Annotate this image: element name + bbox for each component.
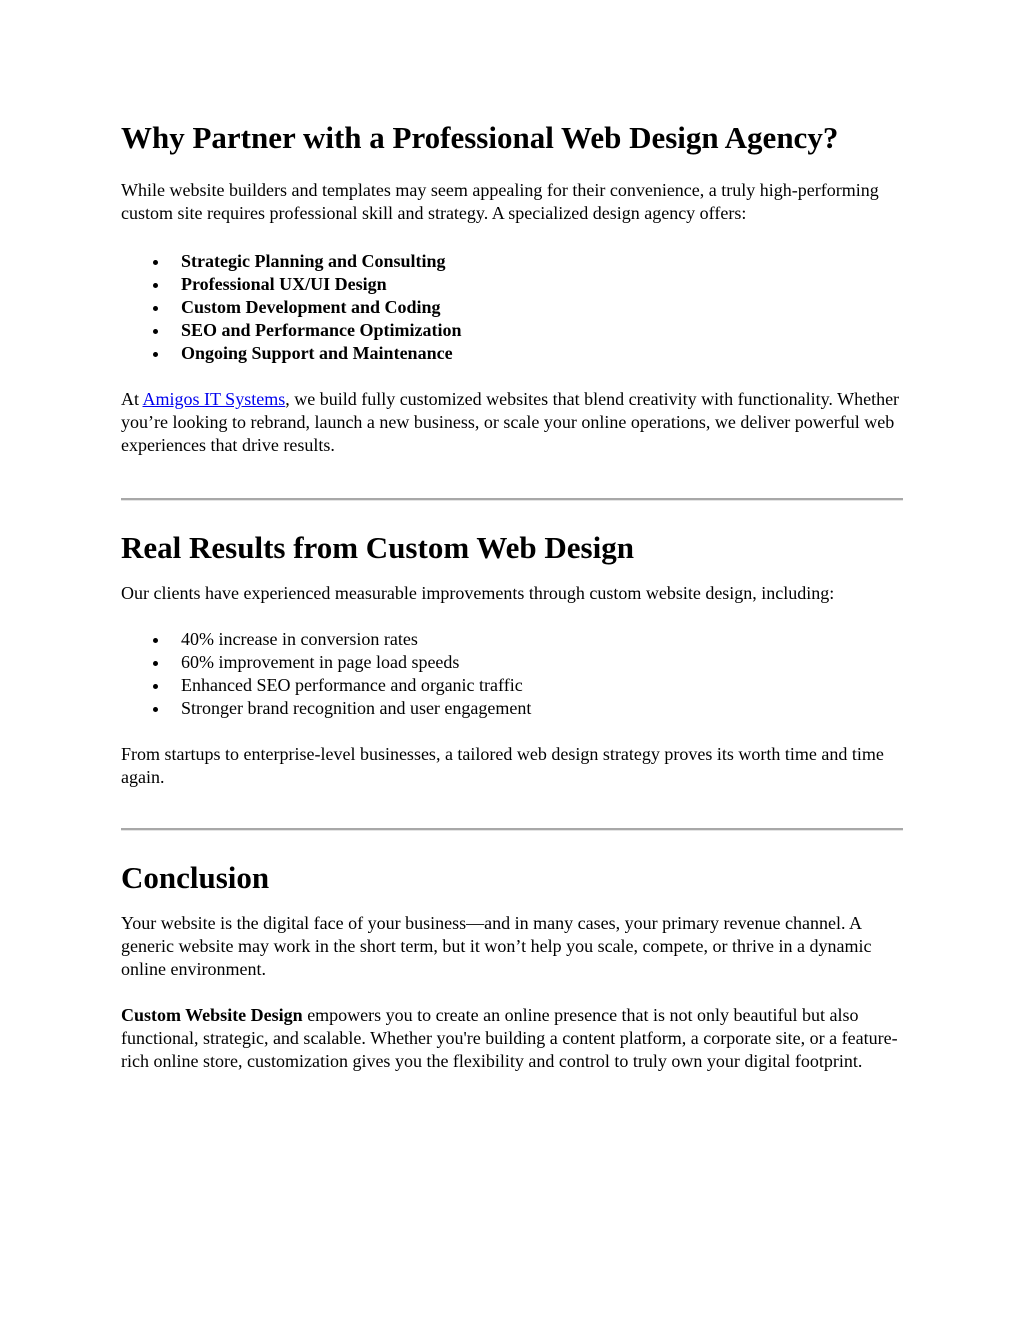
section-heading-conclusion: Conclusion	[121, 860, 270, 895]
list-item: Strategic Planning and Consulting	[181, 250, 903, 273]
conclusion-paragraph-2-rest: empowers you to create an online presence that is not only beautiful but also functional, strategic, and scalable. Whether you're building a content platform, a corporate site, or a feature-rich online store, customization gives you the flexibility and control to truly own your digital footprint.	[121, 1005, 898, 1071]
list-item: Custom Development and Coding	[181, 296, 903, 319]
list-item: 40% increase in conversion rates	[181, 628, 903, 651]
outro-prefix: At	[121, 389, 143, 409]
section-divider	[121, 828, 903, 831]
list-item: SEO and Performance Optimization	[181, 319, 903, 342]
section1-outro	[121, 388, 903, 457]
amigos-it-systems-link[interactable]: Amigos IT Systems	[142, 389, 286, 409]
list-item: 60% improvement in page load speeds	[181, 651, 903, 674]
list-item: Ongoing Support and Maintenance	[181, 342, 903, 365]
section1-offer-list	[121, 250, 903, 365]
conclusion-paragraph-2	[121, 1004, 903, 1073]
section-heading-why-partner: Why Partner with a Professional Web Design Agency?	[121, 120, 839, 155]
section-heading-real-results: Real Results from Custom Web Design	[121, 530, 634, 565]
section-divider	[121, 498, 903, 501]
section1-intro: While website builders and templates may seem appealing for their convenience, a truly high-performing custom site requires professional skill and strategy. A specialized design agency offers:	[121, 180, 879, 223]
list-item: Professional UX/UI Design	[181, 273, 903, 296]
section2-outro: From startups to enterprise-level businesses, a tailored web design strategy proves its worth time and time again.	[121, 744, 884, 787]
section2-results-list	[121, 628, 903, 720]
custom-website-design-bold: Custom Website Design	[121, 1005, 303, 1025]
outro-suffix: , we build fully customized websites that blend creativity with functionality. Whether you’re looking to rebrand, launch a new business, or scale your online operations, we deliver powerful web experiences that drive results.	[121, 389, 900, 455]
section2-intro: Our clients have experienced measurable improvements through custom website design, including:	[121, 583, 835, 603]
list-item: Stronger brand recognition and user engagement	[181, 697, 903, 720]
conclusion-paragraph-1: Your website is the digital face of your business—and in many cases, your primary revenue channel. A generic website may work in the short term, but it won’t help you scale, compete, or thrive in a dynamic online environment.	[121, 913, 872, 979]
list-item: Enhanced SEO performance and organic traffic	[181, 674, 903, 697]
